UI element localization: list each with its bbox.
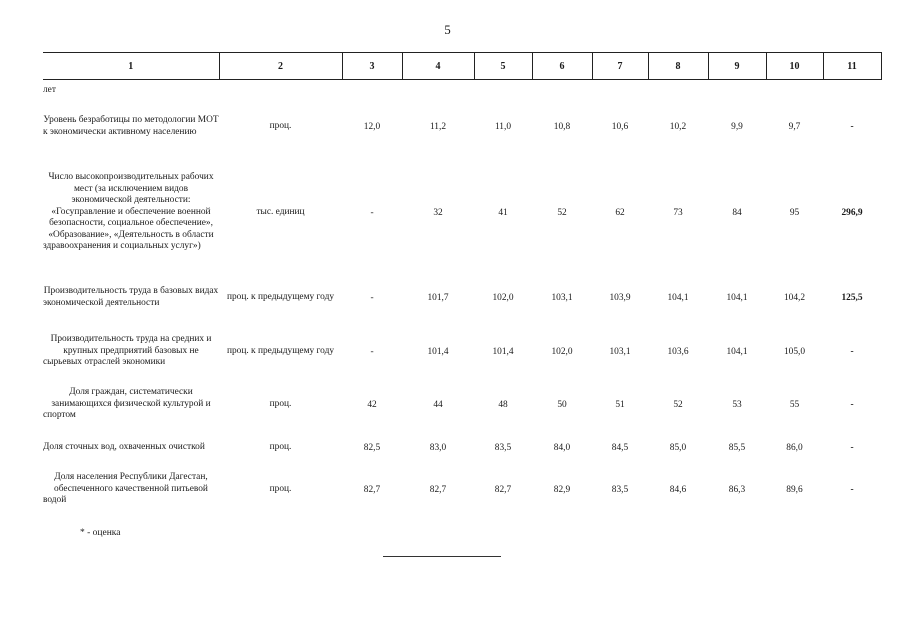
indicator-unit: проц. bbox=[269, 398, 292, 409]
value-cell: 11,2 bbox=[429, 121, 447, 132]
header-cell: 5 bbox=[474, 53, 532, 80]
value-cell: 125,5 bbox=[841, 292, 863, 303]
value-cell: 84 bbox=[732, 207, 742, 218]
header-cell: 3 bbox=[342, 53, 402, 80]
value-cell: 9,9 bbox=[731, 121, 743, 132]
value-cell: 84,0 bbox=[553, 442, 571, 453]
header-row bbox=[43, 53, 881, 80]
value-cell: 83,5 bbox=[611, 484, 629, 495]
value-cell bbox=[532, 80, 592, 102]
indicator-unit: тыс. единиц bbox=[256, 206, 305, 217]
value-cell: 50 bbox=[557, 399, 567, 410]
indicator-name: Производительность труда на средних и крупных предприятий базовых не сырьевых отраслей экономики bbox=[43, 334, 212, 368]
header-cell: 4 bbox=[402, 53, 474, 80]
indicator-unit: проц. к предыдущему году bbox=[226, 345, 335, 356]
value-cell: 9,7 bbox=[788, 121, 801, 132]
value-cell bbox=[592, 80, 648, 102]
table-row bbox=[43, 102, 881, 152]
value-cell: 105,0 bbox=[783, 346, 806, 357]
indicator-name: Уровень безработицы по методологии МОТ к экономически активному населению bbox=[43, 114, 219, 137]
indicator-unit: проц. bbox=[269, 441, 292, 452]
page-number: 5 bbox=[444, 22, 451, 37]
value-cell: 83,0 bbox=[429, 442, 447, 453]
value-cell: 10,6 bbox=[611, 121, 629, 132]
value-cell: 101,4 bbox=[492, 346, 514, 357]
closing-rule bbox=[383, 556, 501, 557]
value-cell: 52 bbox=[673, 399, 683, 410]
value-cell: 103,1 bbox=[609, 346, 631, 357]
header-cell: 10 bbox=[766, 53, 823, 80]
value-cell: 103,1 bbox=[551, 292, 573, 303]
value-cell: 89,6 bbox=[786, 484, 803, 495]
value-cell: 82,5 bbox=[363, 442, 381, 453]
value-cell: 101,7 bbox=[427, 292, 449, 303]
value-cell: 55 bbox=[789, 399, 800, 410]
indicator-unit: проц. bbox=[269, 483, 292, 494]
value-cell: - bbox=[850, 442, 854, 453]
indicator-name: Доля населения Республики Дагестан, обеспеченного качественной питьевой водой bbox=[43, 472, 208, 506]
table-row bbox=[43, 428, 881, 468]
table-row bbox=[43, 322, 881, 382]
indicator-name: Доля сточных вод, охваченных очисткой bbox=[43, 441, 205, 452]
value-cell: 103,9 bbox=[609, 292, 631, 303]
value-cell: 52 bbox=[557, 207, 567, 218]
value-cell bbox=[402, 80, 474, 102]
indicator-unit bbox=[219, 80, 342, 102]
value-cell: 82,7 bbox=[429, 484, 447, 495]
value-cell: 85,0 bbox=[669, 442, 687, 453]
indicator-name: Число высокопроизводительных рабочих мест (за исключением видов экономической деятельности: «Госуправление и обеспечение военной безопасности, социальное обеспечение», «Образование», «Деятельность в области здравоохранения и социальных услуг») bbox=[43, 171, 214, 252]
value-cell: 11,0 bbox=[494, 121, 512, 132]
header-cell: 11 bbox=[823, 53, 881, 80]
value-cell: - bbox=[850, 399, 854, 410]
header-cell: 8 bbox=[648, 53, 708, 80]
value-cell: 44 bbox=[433, 399, 443, 410]
indicators-table bbox=[43, 52, 882, 512]
value-cell: 102,0 bbox=[492, 292, 514, 303]
value-cell: 82,9 bbox=[553, 484, 571, 495]
indicator-unit: проц. bbox=[269, 120, 292, 131]
table-row bbox=[43, 80, 881, 102]
value-cell: 296,9 bbox=[841, 207, 863, 218]
value-cell: 104,1 bbox=[726, 346, 748, 357]
value-cell: - bbox=[370, 346, 374, 357]
value-cell: 12,0 bbox=[363, 121, 381, 132]
value-cell: - bbox=[370, 292, 374, 303]
value-cell bbox=[823, 80, 881, 102]
indicator-name: Производительность труда в базовых видах экономической деятельности bbox=[43, 285, 219, 308]
value-cell: - bbox=[850, 484, 854, 495]
value-cell: 84,5 bbox=[611, 442, 629, 453]
value-cell bbox=[342, 80, 402, 102]
value-cell: 42 bbox=[367, 399, 377, 410]
table-row bbox=[43, 382, 881, 428]
value-cell bbox=[766, 80, 823, 102]
value-cell: 103,6 bbox=[667, 346, 689, 357]
table-row bbox=[43, 468, 881, 512]
footnote: * - оценка bbox=[80, 528, 121, 538]
value-cell: 84,6 bbox=[669, 484, 687, 495]
value-cell bbox=[708, 80, 766, 102]
value-cell: 41 bbox=[498, 207, 508, 218]
value-cell: 86,0 bbox=[786, 442, 803, 453]
value-cell: 53 bbox=[732, 399, 742, 410]
header-cell: 7 bbox=[592, 53, 648, 80]
indicator-name: лет bbox=[43, 84, 56, 95]
value-cell: 86,3 bbox=[728, 484, 746, 495]
table-row bbox=[43, 274, 881, 322]
indicator-unit: проц. к предыдущему году bbox=[226, 291, 335, 302]
value-cell bbox=[474, 80, 532, 102]
value-cell: 104,1 bbox=[726, 292, 748, 303]
value-cell: 101,4 bbox=[427, 346, 449, 357]
value-cell: 104,1 bbox=[667, 292, 689, 303]
value-cell bbox=[648, 80, 708, 102]
header-cell: 2 bbox=[219, 53, 342, 80]
value-cell: 73 bbox=[673, 207, 683, 218]
value-cell: 83,5 bbox=[494, 442, 512, 453]
value-cell: 51 bbox=[615, 399, 625, 410]
header-cell: 6 bbox=[532, 53, 592, 80]
header-cell: 9 bbox=[708, 53, 766, 80]
value-cell: 32 bbox=[433, 207, 443, 218]
value-cell: - bbox=[850, 346, 854, 357]
value-cell: 82,7 bbox=[363, 484, 381, 495]
value-cell: 85,5 bbox=[728, 442, 746, 453]
value-cell: - bbox=[370, 207, 374, 218]
indicator-name: Доля граждан, систематически занимающихся физической культурой и спортом bbox=[43, 387, 211, 421]
value-cell: 10,8 bbox=[553, 121, 571, 132]
value-cell: 102,0 bbox=[551, 346, 573, 357]
value-cell: 62 bbox=[615, 207, 625, 218]
value-cell: 82,7 bbox=[494, 484, 512, 495]
table-row bbox=[43, 152, 881, 274]
value-cell: 104,2 bbox=[783, 292, 806, 303]
value-cell: 48 bbox=[498, 399, 508, 410]
value-cell: - bbox=[850, 121, 854, 132]
value-cell: 10,2 bbox=[669, 121, 687, 132]
header-cell: 1 bbox=[43, 53, 219, 80]
value-cell: 95 bbox=[789, 207, 800, 218]
